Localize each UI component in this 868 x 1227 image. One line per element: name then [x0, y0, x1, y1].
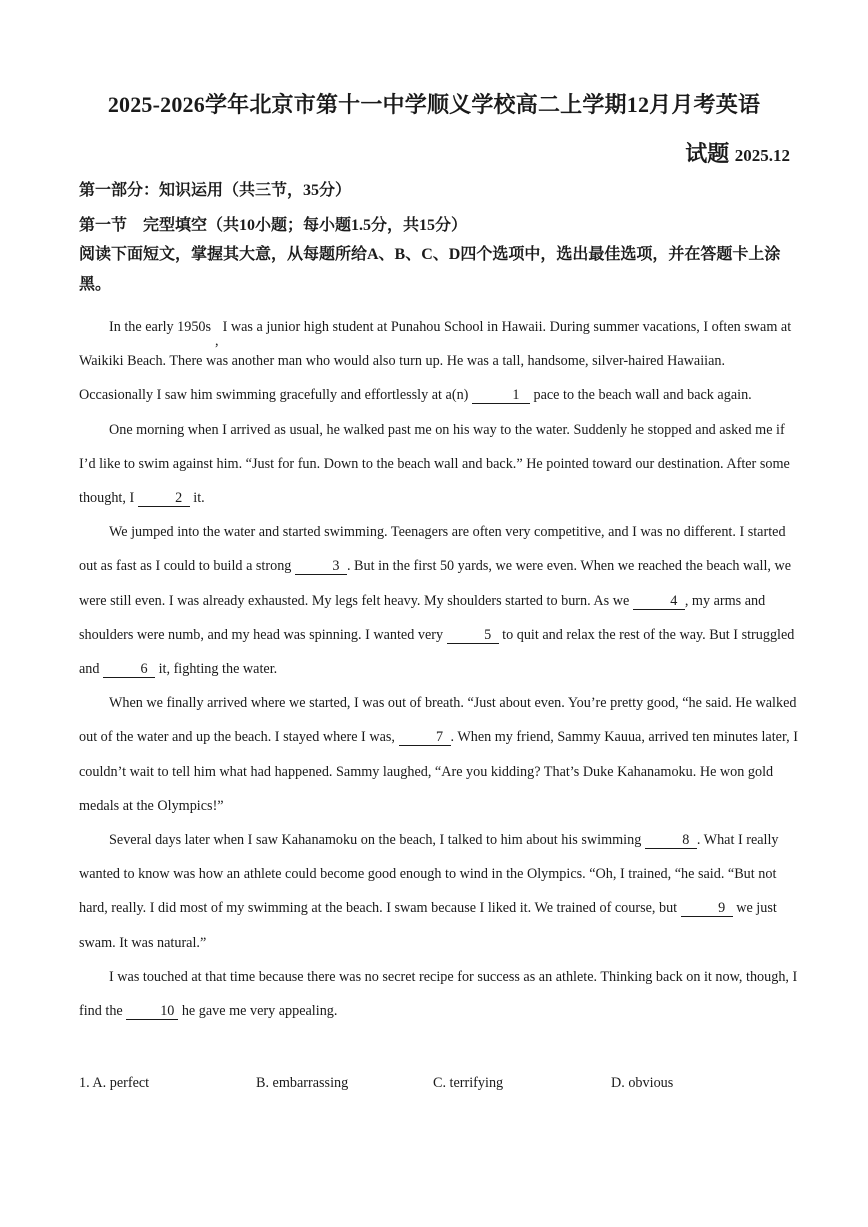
paragraph-6: I was touched at that time because there was no secret recipe for success as an athlete. Thinking back on it now, though, I find the 10 he gave me very appealing.: [79, 968, 798, 1020]
paragraph-4: When we finally arrived where we started, I was out of breath. “Just about even. You’re pretty good, “he said. He walked out of the water and up the beach. I stayed where I was, 7 . When my friend, Sammy Kauua, arrived ten minutes later, I couldn’t wait to tell him what had happened. Sammy laughed, “Are you kidding? That’s Duke Kahanamoku. He won gold medals at the Olympics!”: [79, 695, 798, 814]
section1-heading: 第一节 完型填空（共10小题；每小题1.5分，共15分）: [79, 217, 468, 234]
blank-3: 3: [295, 559, 347, 575]
title-date: 2025.12: [734, 146, 790, 165]
document-title-continued: [685, 137, 790, 168]
option-b: B. embarrassing: [256, 1075, 349, 1091]
option-d: D. obvious: [611, 1075, 674, 1091]
paragraph-5: Several days later when I saw Kahanamoku on the beach, I talked to him about his swimming 8 . What I really wanted to know was how an athlete could become good enough to wind in the Olympics. “Oh, I trained, “he said. “But not hard, really. I did most of my swimming at the beach. I swam because I liked it. We trained of course, but 9 we just swam. It was natural.”: [79, 832, 779, 951]
blank-10: 10: [126, 1004, 178, 1020]
blank-5: 5: [447, 628, 499, 644]
cloze-passage: [79, 310, 799, 1028]
blank-7: 7: [399, 730, 451, 746]
blank-4: 4: [633, 594, 685, 610]
blank-8: 8: [645, 833, 697, 849]
blank-9: 9: [681, 901, 733, 917]
blank-6: 6: [103, 662, 155, 678]
paragraph-2: One morning when I arrived as usual, he walked past me on his way to the water. Suddenly he stopped and asked me if I’d like to swim against him. “Just for fun. Down to the beach wall and back.” He pointed toward our destination. After some thought, I 2 it.: [79, 421, 790, 507]
document-title: 2025-2026学年北京市第十一中学顺义学校高二上学期12月月考英语: [107, 92, 761, 117]
paragraph-3: We jumped into the water and started swimming. Teenagers are often very competitive, and I was no different. I started out as fast as I could to build a strong 3 . But in the first 50 yards, we were even. When we reached the beach wall, we were still even. I was already exhausted. My legs felt heavy. My shoulders started to burn. As we 4 , my arms and shoulders were numb, and my head was spinning. I wanted very 5 to quit and relax the rest of the way. But I struggled and 6 it, fighting the water.: [79, 524, 795, 678]
option-a: 1. A. perfect: [79, 1075, 150, 1091]
blank-2: 2: [138, 491, 190, 507]
title-line2: 试题: [685, 141, 730, 166]
option-c: C. terrifying: [433, 1075, 504, 1091]
instructions: 阅读下面短文，掌握其大意，从每题所给A、B、C、D四个选项中，选出最佳选项，并在答题卡上涂黑。: [79, 246, 781, 293]
paragraph-1: In the early 1950s,I was a junior high student at Punahou School in Hawaii. During summer vacations, I often swam at Waikiki Beach. There was another man who would also turn up. He was a tall, handsome, silver-haired Hawaiian. Occasionally I saw him swimming gracefully and effortlessly at a(n) 1 pace to the beach wall and back again.: [79, 319, 792, 404]
part1-heading: 第一部分：知识运用（共三节，35分）: [79, 182, 352, 199]
blank-1: 1: [472, 388, 530, 404]
